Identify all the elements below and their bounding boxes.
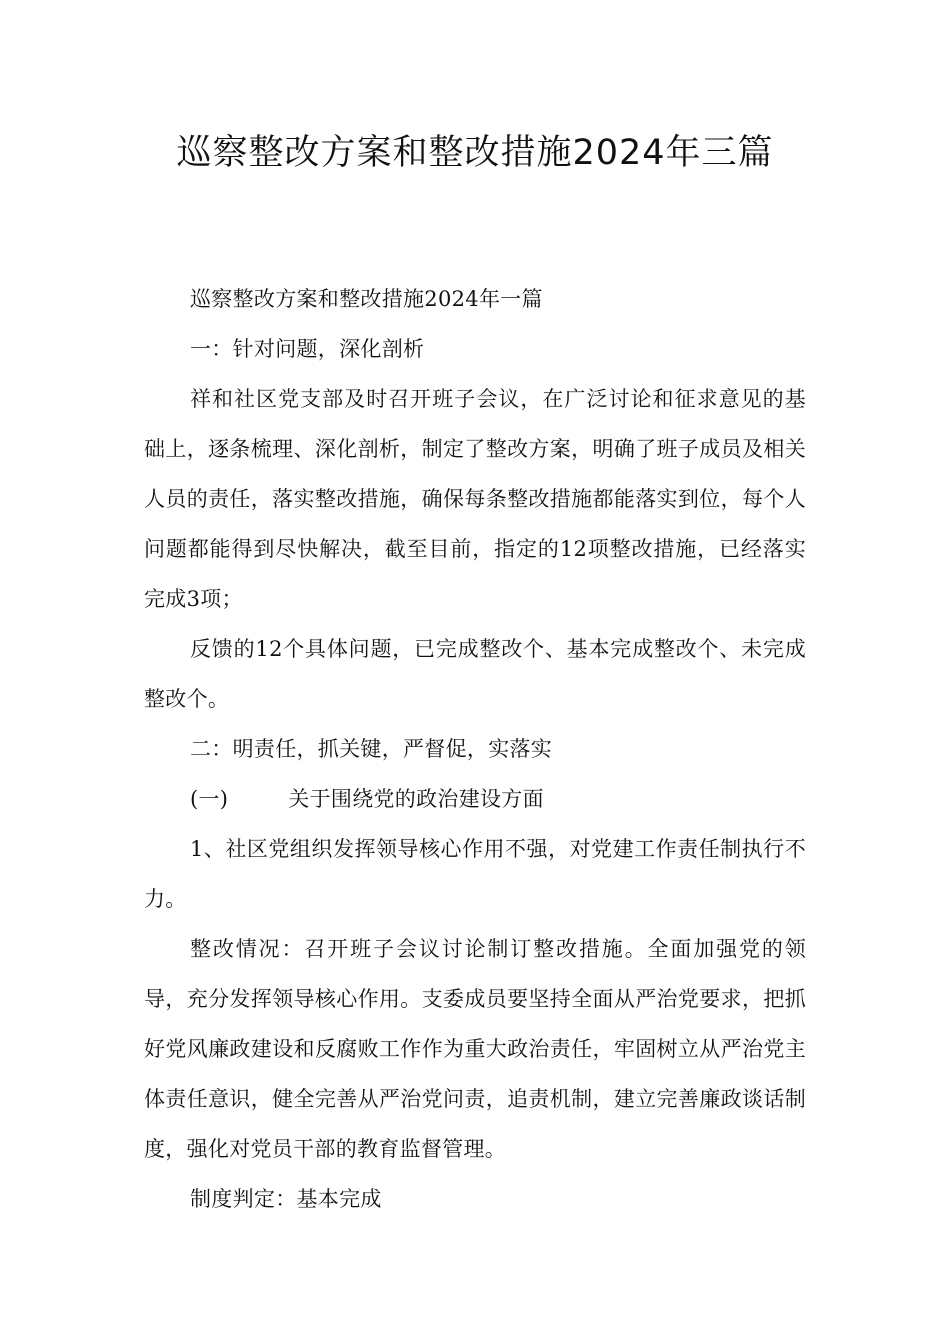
section-heading <box>144 774 806 824</box>
body-paragraph: 反馈的12个具体问题，已完成整改个、基本完成整改个、未完成整改个。 <box>144 637 806 711</box>
body-paragraph: 制度判定：基本完成 <box>190 1187 382 1211</box>
document-body <box>144 274 806 1224</box>
document-title: 巡察整改方案和整改措施2024年三篇 <box>176 133 774 173</box>
heading-two: 二：明责任，抓关键，严督促，实落实 <box>190 737 553 761</box>
body-paragraph: 整改情况：召开班子会议讨论制订整改措施。全面加强党的领导，充分发挥领导核心作用。支委成员要坚持全面从严治党要求，把抓好党风廉政建设和反腐败工作作为重大政治责任，牢固树立从严治党主体责任意识，健全完善从严治党问责，追责机制，建立完善廉政谈话制度，强化对党员干部的教育监督管理。 <box>144 937 806 1161</box>
section-marker: (一) <box>190 787 229 811</box>
body-paragraph: 祥和社区党支部及时召开班子会议，在广泛讨论和征求意见的基础上，逐条梳理、深化剖析，制定了整改方案，明确了班子成员及相关人员的责任，落实整改措施，确保每条整改措施都能落实到位，每个人问题都能得到尽快解决，截至目前，指定的12项整改措施，已经落实完成3项； <box>144 387 806 611</box>
subtitle-paragraph: 巡察整改方案和整改措施2024年一篇 <box>190 287 543 311</box>
section-title: 关于围绕党的政治建设方面 <box>288 787 544 811</box>
body-paragraph: 1、社区党组织发挥领导核心作用不强，对党建工作责任制执行不力。 <box>144 837 806 911</box>
heading-one: 一：针对问题，深化剖析 <box>190 337 425 361</box>
